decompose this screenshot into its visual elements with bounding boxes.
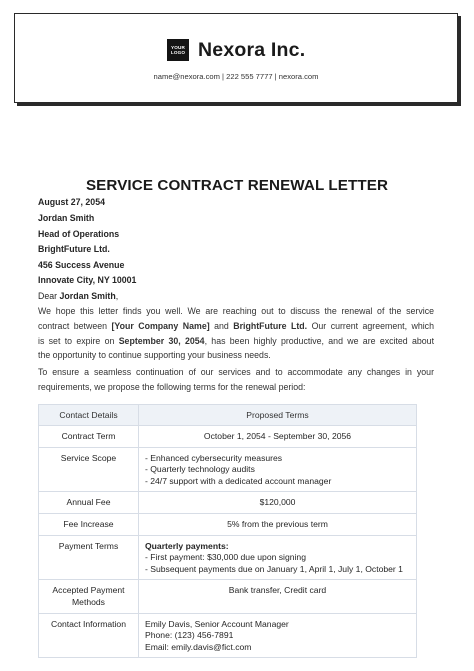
scope-item: - Enhanced cybersecurity measures xyxy=(145,452,283,463)
intro-line-2-e: Our current agreement, which xyxy=(307,320,434,331)
proposed-terms-table xyxy=(38,404,417,658)
row-label: Service Scope xyxy=(39,447,139,492)
company-logo xyxy=(167,39,189,61)
contact-item: Emily Davis, Senior Account Manager xyxy=(145,618,289,629)
table-row xyxy=(39,492,417,514)
table-row xyxy=(39,535,417,580)
intro-line-3-c: , has been highly productive, and we are excited about xyxy=(204,335,435,346)
payment-heading: Quarterly payments: xyxy=(145,540,229,551)
row-label xyxy=(39,580,139,613)
company-contact-line: name@nexora.com | 222 555 7777 | nexora.com xyxy=(153,72,319,81)
intro-line-2-d: BrightFuture Ltd. xyxy=(233,320,308,331)
terms-line-2: requirements, we propose the following terms for the renewal period: xyxy=(38,381,306,392)
row-label: Fee Increase xyxy=(39,513,139,535)
payment-item: - Subsequent payments due on January 1, April 1, July 1, October 1 xyxy=(145,563,403,574)
salutation-prefix: Dear xyxy=(38,291,60,301)
letter-date: August 27, 2054 xyxy=(38,197,105,207)
row-label: Payment Terms xyxy=(39,535,139,580)
row-label-line: Accepted Payment xyxy=(52,585,125,596)
row-value xyxy=(139,447,417,492)
row-value: $120,000 xyxy=(139,492,417,514)
scope-item: - 24/7 support with a dedicated account manager xyxy=(145,475,332,486)
salutation-suffix: , xyxy=(115,291,119,301)
row-value xyxy=(139,613,417,658)
recipient-company: BrightFuture Ltd. xyxy=(38,244,110,254)
header-proposed-terms: Proposed Terms xyxy=(139,405,417,426)
table-row xyxy=(39,447,417,492)
scope-item: - Quarterly technology audits xyxy=(145,464,255,475)
terms-line-1: To ensure a seamless continuation of our services and to accommodate any changes in your xyxy=(38,367,434,377)
row-value: 5% from the previous term xyxy=(139,513,417,535)
row-label: Contact Information xyxy=(39,613,139,658)
terms-paragraph xyxy=(38,365,434,395)
intro-line-2-c: and xyxy=(209,320,234,331)
intro-line-2-a: contract between xyxy=(38,320,112,331)
header-contact-details: Contact Details xyxy=(39,405,139,426)
recipient-position: Head of Operations xyxy=(38,229,120,239)
contact-item: Phone: (123) 456-7891 xyxy=(145,630,234,641)
row-label-line: Methods xyxy=(72,596,105,607)
intro-line-1: We hope this letter finds you well. We are reaching out to discuss the renewal of the service xyxy=(38,306,434,316)
intro-line-3-b: September 30, 2054 xyxy=(118,335,205,346)
letter-title: SERVICE CONTRACT RENEWAL LETTER xyxy=(85,177,389,194)
row-label: Annual Fee xyxy=(39,492,139,514)
table-header-row xyxy=(39,405,417,426)
row-label: Contract Term xyxy=(39,426,139,448)
recipient-street: 456 Success Avenue xyxy=(38,260,125,270)
company-name: Nexora Inc. xyxy=(198,38,306,61)
intro-line-3 xyxy=(38,334,434,349)
brand xyxy=(167,38,305,62)
letterhead xyxy=(14,13,458,103)
intro-line-3-a: is set to expire on xyxy=(38,335,119,346)
row-value: Bank transfer, Credit card xyxy=(139,580,417,613)
row-value: October 1, 2054 - September 30, 2056 xyxy=(139,426,417,448)
intro-line-2 xyxy=(38,319,434,334)
salutation xyxy=(38,291,118,302)
row-value xyxy=(139,535,417,580)
table-row xyxy=(39,513,417,535)
intro-line-2-b: [Your Company Name] xyxy=(111,320,210,331)
recipient-name: Jordan Smith xyxy=(38,213,95,223)
table-row xyxy=(39,613,417,658)
logo-text-line1: YOUR xyxy=(170,45,186,50)
contact-item: Email: emily.davis@fict.com xyxy=(145,641,252,652)
recipient-city: Innovate City, NY 10001 xyxy=(38,275,137,285)
logo-text-line2: LOGO xyxy=(170,50,186,55)
intro-paragraph xyxy=(38,304,434,363)
table-row xyxy=(39,426,417,448)
salutation-name: Jordan Smith xyxy=(59,291,116,301)
payment-item: - First payment: $30,000 due upon signing xyxy=(145,552,306,563)
intro-line-4: the opportunity to continue supporting your business needs. xyxy=(38,350,271,361)
table-row xyxy=(39,580,417,613)
